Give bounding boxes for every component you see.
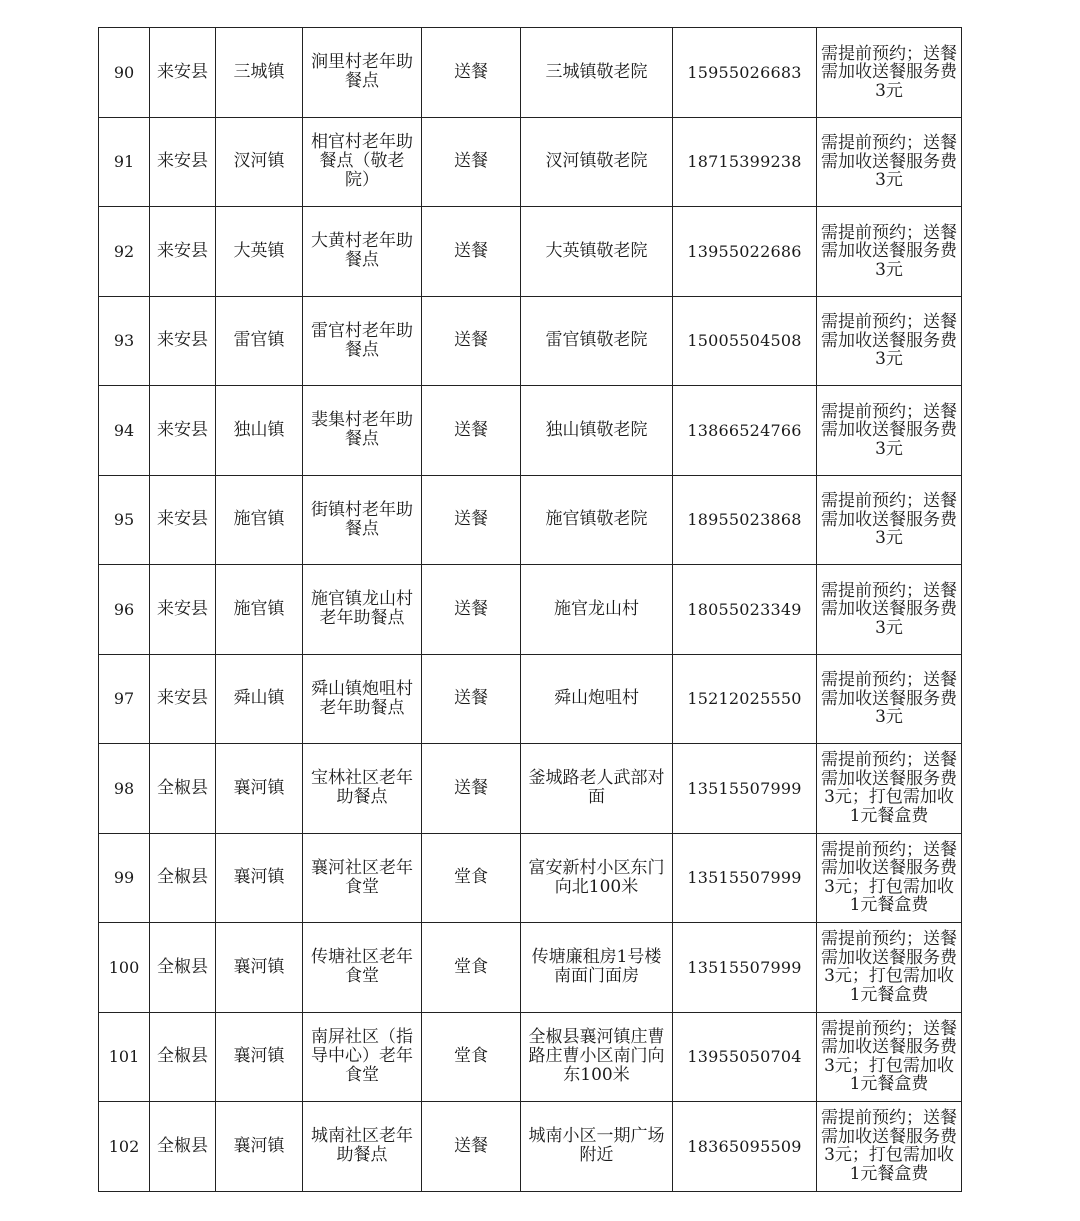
service-type-cell: 送餐 [422,28,521,118]
address-cell: 富安新村小区东门向北100米 [521,833,673,923]
county-cell: 全椒县 [150,1012,216,1102]
note-cell: 需提前预约；送餐需加收送餐服务费3元 [817,28,962,118]
table-row [99,1102,962,1192]
row-number: 95 [99,475,150,565]
meal-service-table [98,27,962,1192]
town-cell: 雷官镇 [216,296,303,386]
site-name-cell: 宝林社区老年助餐点 [303,744,422,834]
county-cell: 来安县 [150,207,216,297]
note-cell: 需提前预约；送餐需加收送餐服务费3元；打包需加收1元餐盒费 [817,833,962,923]
phone-cell: 13515507999 [673,833,817,923]
table-row [99,117,962,207]
county-cell: 来安县 [150,386,216,476]
row-number: 97 [99,654,150,744]
row-number: 98 [99,744,150,834]
address-cell: 舜山炮咀村 [521,654,673,744]
county-cell: 来安县 [150,654,216,744]
town-cell: 襄河镇 [216,833,303,923]
row-number: 99 [99,833,150,923]
address-cell: 汊河镇敬老院 [521,117,673,207]
table-row [99,28,962,118]
phone-cell: 18055023349 [673,565,817,655]
note-cell: 需提前预约；送餐需加收送餐服务费3元 [817,386,962,476]
site-name-cell: 舜山镇炮咀村老年助餐点 [303,654,422,744]
town-cell: 施官镇 [216,475,303,565]
site-name-cell: 街镇村老年助餐点 [303,475,422,565]
table-row [99,475,962,565]
phone-cell: 18365095509 [673,1102,817,1192]
phone-cell: 13515507999 [673,923,817,1013]
phone-cell: 15212025550 [673,654,817,744]
town-cell: 大英镇 [216,207,303,297]
town-cell: 襄河镇 [216,923,303,1013]
phone-cell: 13515507999 [673,744,817,834]
service-type-cell: 送餐 [422,386,521,476]
address-cell: 三城镇敬老院 [521,28,673,118]
service-type-cell: 堂食 [422,1012,521,1102]
row-number: 92 [99,207,150,297]
town-cell: 舜山镇 [216,654,303,744]
site-name-cell: 大黄村老年助餐点 [303,207,422,297]
service-type-cell: 送餐 [422,744,521,834]
site-name-cell: 襄河社区老年食堂 [303,833,422,923]
service-type-cell: 送餐 [422,117,521,207]
town-cell: 三城镇 [216,28,303,118]
county-cell: 来安县 [150,28,216,118]
row-number: 100 [99,923,150,1013]
address-cell: 城南小区一期广场附近 [521,1102,673,1192]
table-body [99,28,962,1192]
site-name-cell: 城南社区老年助餐点 [303,1102,422,1192]
note-cell: 需提前预约；送餐需加收送餐服务费3元 [817,117,962,207]
phone-cell: 15005504508 [673,296,817,386]
row-number: 90 [99,28,150,118]
row-number: 101 [99,1012,150,1102]
town-cell: 襄河镇 [216,1102,303,1192]
address-cell: 施官龙山村 [521,565,673,655]
service-type-cell: 送餐 [422,296,521,386]
note-cell: 需提前预约；送餐需加收送餐服务费3元；打包需加收1元餐盒费 [817,1102,962,1192]
town-cell: 襄河镇 [216,744,303,834]
town-cell: 独山镇 [216,386,303,476]
service-type-cell: 送餐 [422,1102,521,1192]
note-cell: 需提前预约；送餐需加收送餐服务费3元；打包需加收1元餐盒费 [817,744,962,834]
note-cell: 需提前预约；送餐需加收送餐服务费3元 [817,296,962,386]
site-name-cell: 雷官村老年助餐点 [303,296,422,386]
county-cell: 来安县 [150,475,216,565]
phone-cell: 15955026683 [673,28,817,118]
table-row [99,565,962,655]
phone-cell: 13866524766 [673,386,817,476]
phone-cell: 18955023868 [673,475,817,565]
note-cell: 需提前预约；送餐需加收送餐服务费3元 [817,207,962,297]
county-cell: 全椒县 [150,833,216,923]
address-cell: 独山镇敬老院 [521,386,673,476]
note-cell: 需提前预约；送餐需加收送餐服务费3元 [817,654,962,744]
town-cell: 汊河镇 [216,117,303,207]
phone-cell: 13955050704 [673,1012,817,1102]
service-type-cell: 送餐 [422,207,521,297]
row-number: 93 [99,296,150,386]
note-cell: 需提前预约；送餐需加收送餐服务费3元；打包需加收1元餐盒费 [817,923,962,1013]
site-name-cell: 相官村老年助餐点（敬老院） [303,117,422,207]
service-type-cell: 堂食 [422,833,521,923]
note-cell: 需提前预约；送餐需加收送餐服务费3元；打包需加收1元餐盒费 [817,1012,962,1102]
note-cell: 需提前预约；送餐需加收送餐服务费3元 [817,565,962,655]
phone-cell: 18715399238 [673,117,817,207]
phone-cell: 13955022686 [673,207,817,297]
county-cell: 全椒县 [150,744,216,834]
table-row [99,386,962,476]
table-row [99,296,962,386]
row-number: 102 [99,1102,150,1192]
address-cell: 传塘廉租房1号楼南面门面房 [521,923,673,1013]
table-row [99,207,962,297]
address-cell: 雷官镇敬老院 [521,296,673,386]
county-cell: 来安县 [150,296,216,386]
address-cell: 釜城路老人武部对面 [521,744,673,834]
service-type-cell: 送餐 [422,565,521,655]
table-row [99,744,962,834]
site-name-cell: 南屏社区（指导中心）老年食堂 [303,1012,422,1102]
county-cell: 全椒县 [150,923,216,1013]
site-name-cell: 传塘社区老年食堂 [303,923,422,1013]
address-cell: 施官镇敬老院 [521,475,673,565]
table-row [99,923,962,1013]
note-cell: 需提前预约；送餐需加收送餐服务费3元 [817,475,962,565]
town-cell: 施官镇 [216,565,303,655]
site-name-cell: 裴集村老年助餐点 [303,386,422,476]
service-type-cell: 送餐 [422,475,521,565]
service-type-cell: 堂食 [422,923,521,1013]
county-cell: 来安县 [150,565,216,655]
row-number: 94 [99,386,150,476]
service-type-cell: 送餐 [422,654,521,744]
table-row [99,833,962,923]
site-name-cell: 施官镇龙山村老年助餐点 [303,565,422,655]
site-name-cell: 涧里村老年助餐点 [303,28,422,118]
row-number: 96 [99,565,150,655]
table-row [99,654,962,744]
address-cell: 大英镇敬老院 [521,207,673,297]
table-row [99,1012,962,1102]
row-number: 91 [99,117,150,207]
address-cell: 全椒县襄河镇庄曹路庄曹小区南门向东100米 [521,1012,673,1102]
town-cell: 襄河镇 [216,1012,303,1102]
county-cell: 来安县 [150,117,216,207]
county-cell: 全椒县 [150,1102,216,1192]
